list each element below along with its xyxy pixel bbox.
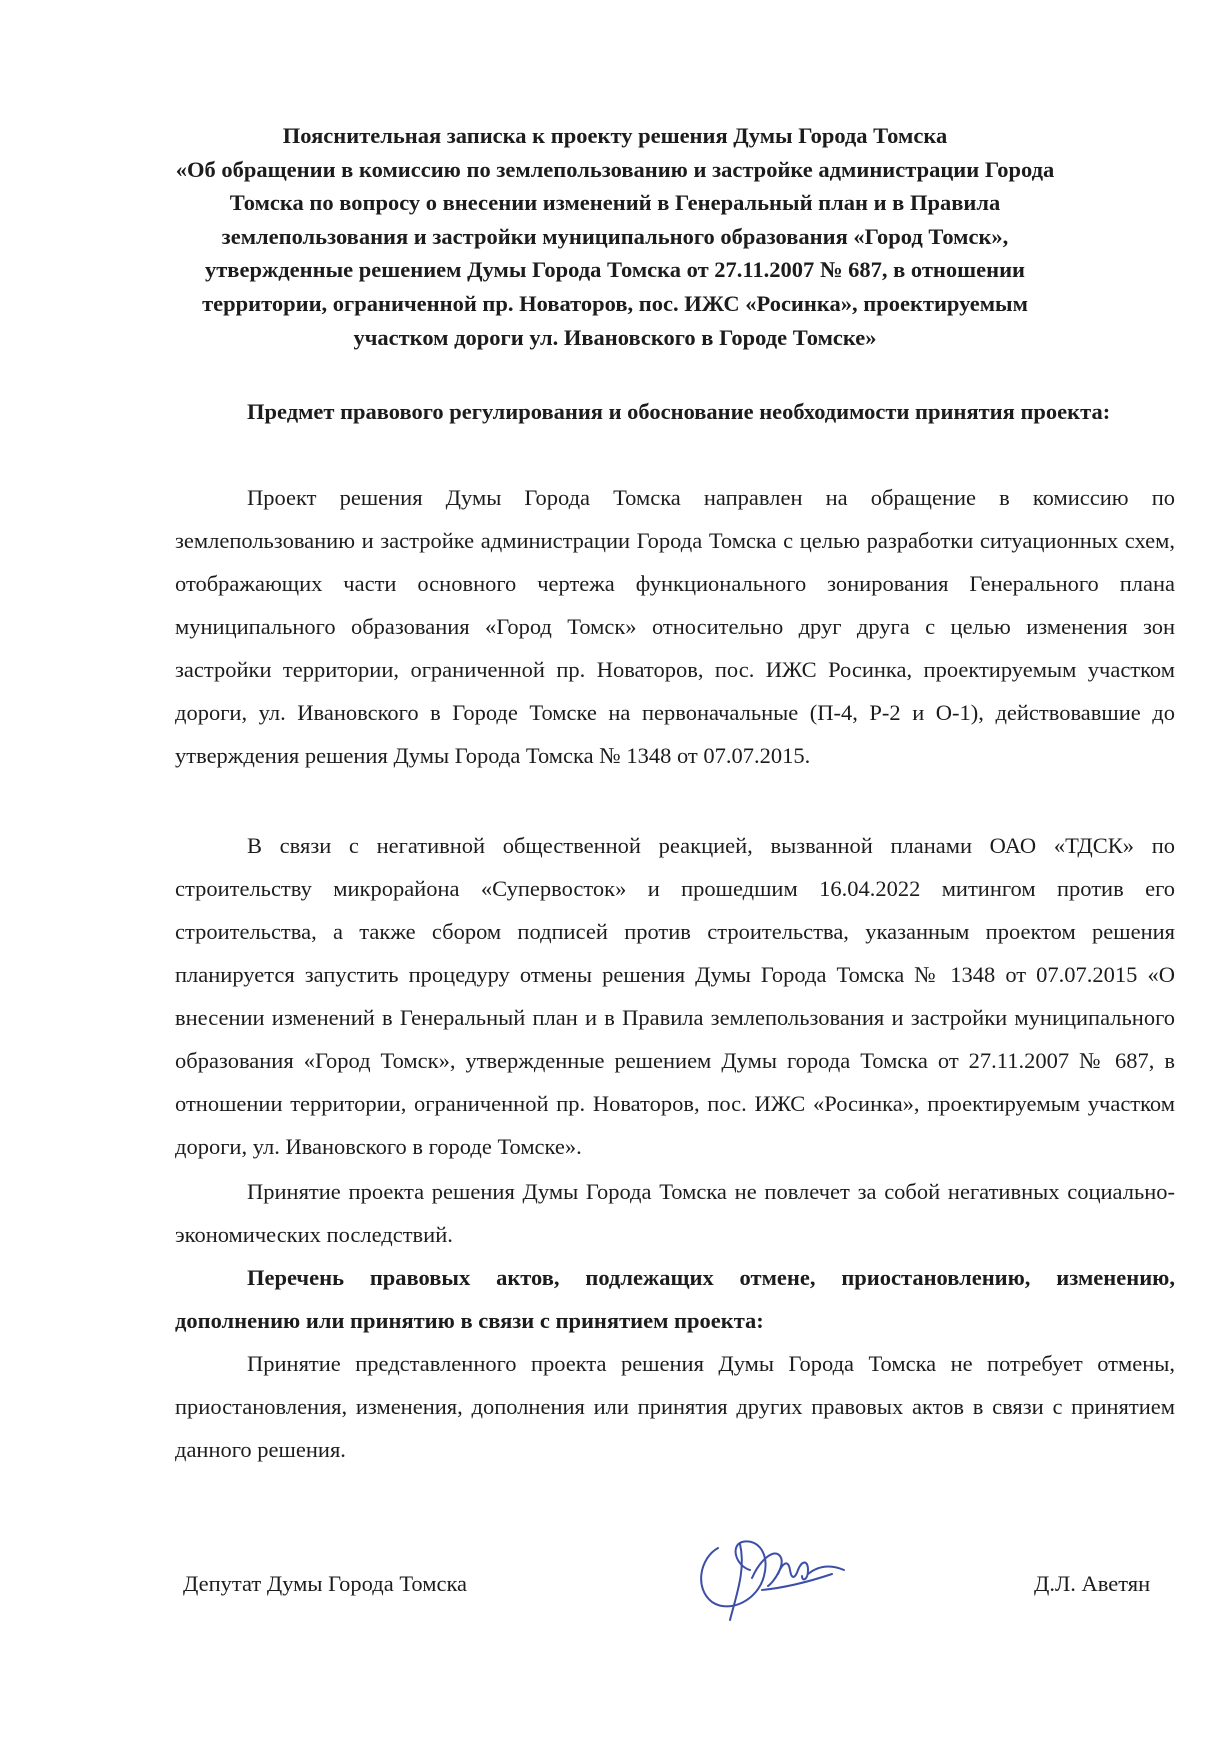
paragraph-purpose: Проект решения Думы Города Томска направлен на обращение в комиссию по землепользованию и застройке администрации Города Томска с целью разработки ситуационных схем, отображающих части основного чертежа функционального зонирования Генерального плана муниципального образования «Город Томск» относительно друг друга с целью изменения зон застройки территории, ограниченной пр. Новаторов, пос. ИЖС Росинка, проектируемым участком дороги, ул. Ивановского в Городе Томске на первоначальные (П-4, Р-2 и О-1), действовавшие до утверждения решения Думы Города Томска № 1348 от 07.07.2015. (175, 485, 1175, 768)
paragraph-consequences: Принятие проекта решения Думы Города Томска не повлечет за собой негативных социально-экономических последствий. (175, 1179, 1175, 1247)
document-title (170, 119, 1060, 354)
section-heading-regulation: Предмет правового регулирования и обоснование необходимости принятия проекта: (247, 399, 1111, 424)
paragraph-justification: В связи с негативной общественной реакцией, вызванной планами ОАО «ТДСК» по строительству микрорайона «Супервосток» и прошедшим 16.04.2022 митингом против его строительства, а также сбором подписей против строительства, указанным проектом решения планируется запустить процедуру отмены решения Думы Города Томска № 1348 от 07.07.2015 «О внесении изменений в Генеральный план и в Правила землепользования и застройки муниципального образования «Город Томск», утвержденные решением Думы города Томска от 27.11.2007 № 687, в отношении территории, ограниченной пр. Новаторов, пос. ИЖС «Росинка», проектируемым участком дороги, ул. Ивановского в городе Томске». (175, 833, 1175, 1159)
signatory-name: Д.Л. Аветян (1034, 1571, 1151, 1596)
title-line: Пояснительная записка к проекту решения Думы Города Томска (282, 123, 948, 148)
title-line: Томска по вопросу о внесении изменений в Генеральный план и в Правила (229, 190, 1001, 216)
signatory-position: Депутат Думы Города Томска (183, 1571, 468, 1596)
title-line: территории, ограниченной пр. Новаторов, пос. ИЖС «Росинка», проектируемым (202, 290, 1028, 316)
title-line: землепользования и застройки муниципального образования «Город Томск», (221, 223, 1009, 249)
title-line: участком дороги ул. Ивановского в Городе Томске» (353, 324, 877, 350)
title-line: утвержденные решением Думы Города Томска от 27.11.2007 № 687, в отношении (205, 257, 1025, 283)
paragraph-legal-acts: Принятие представленного проекта решения Думы Города Томска не потребует отмены, приостановления, изменения, дополнения или принятия других правовых актов в связи с принятием данного решения. (175, 1351, 1175, 1462)
title-line: «Об обращении в комиссию по землепользованию и застройке администрации Города (175, 156, 1055, 182)
section-heading-legal-acts: Перечень правовых актов, подлежащих отмене, приостановлению, изменению, дополнению или принятию в связи с принятием проекта: (175, 1265, 1175, 1333)
handwritten-signature (690, 1530, 865, 1622)
